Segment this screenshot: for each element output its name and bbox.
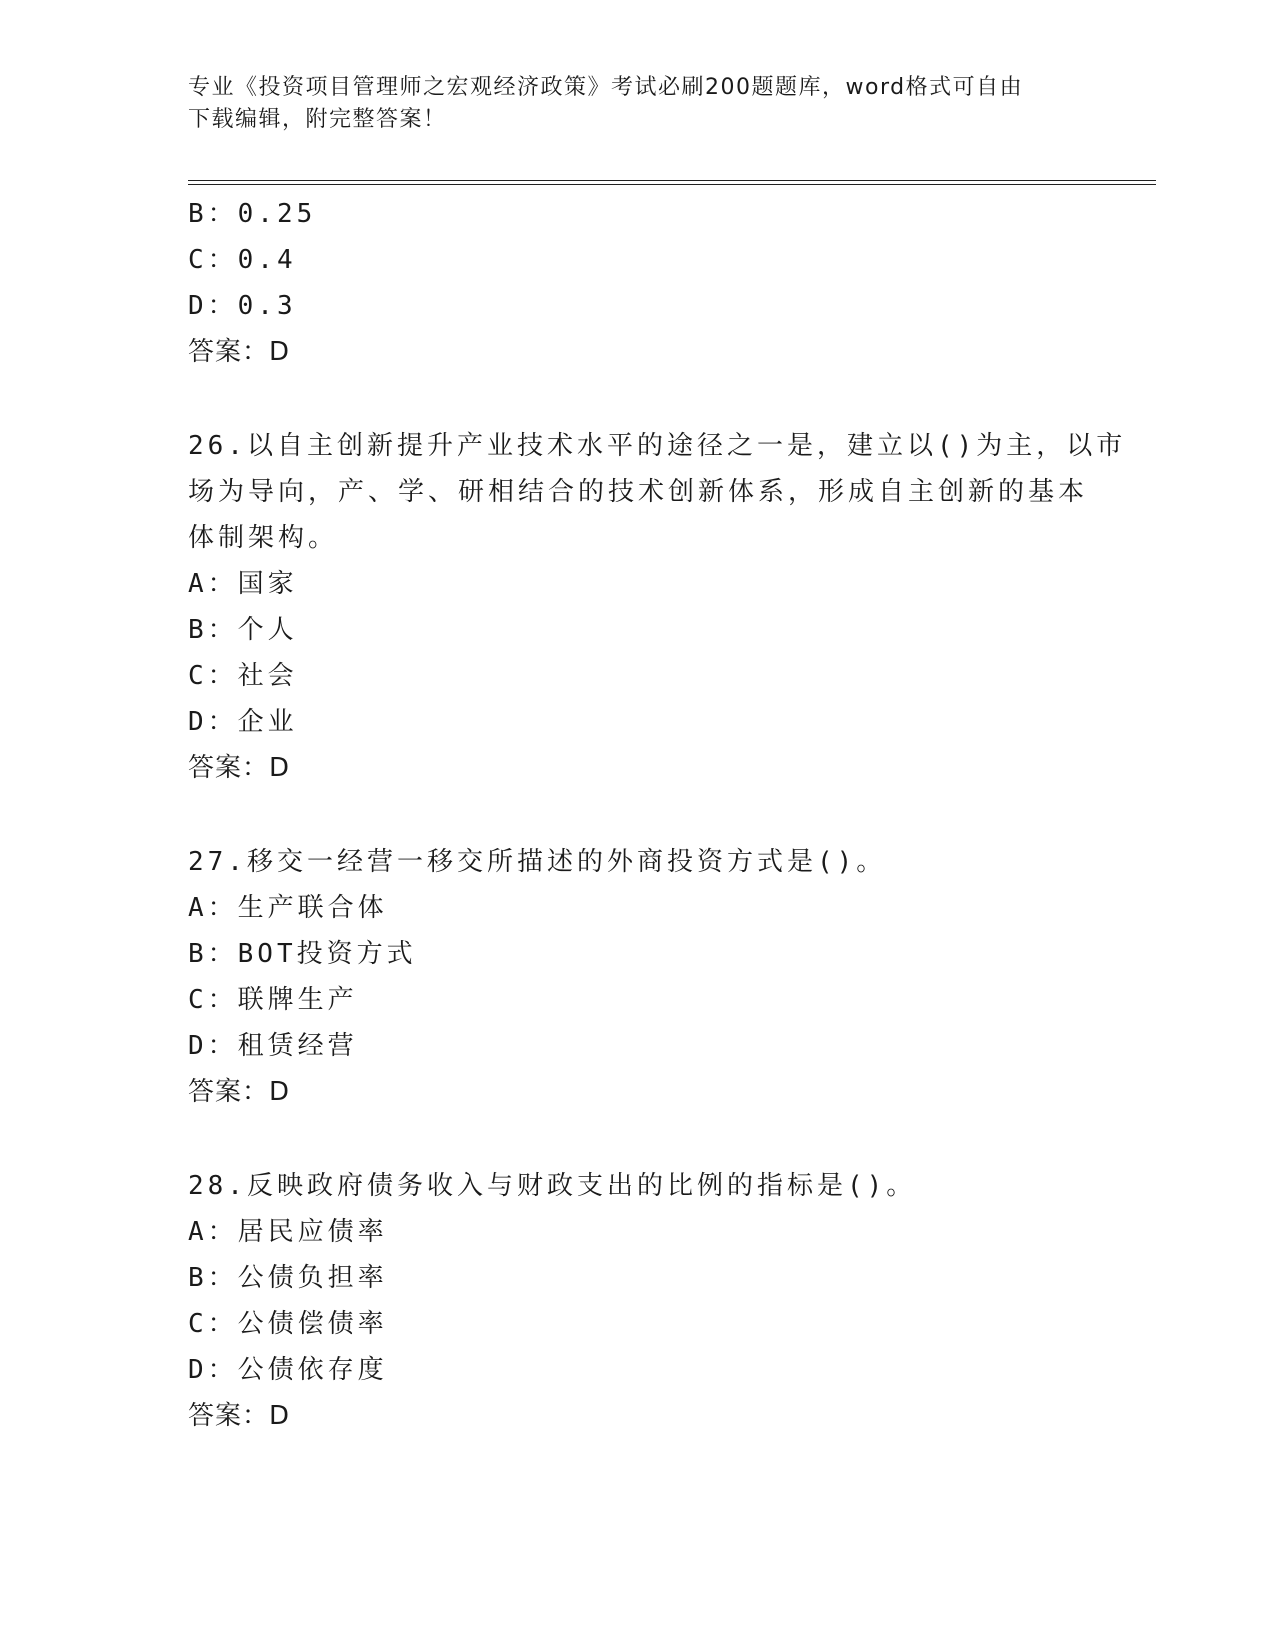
option-d: D：企业: [188, 707, 298, 737]
header-line-1: 专业《投资项目管理师之宏观经济政策》考试必刷200题题库，word格式可自由: [188, 75, 1024, 100]
question-26: [188, 423, 1127, 791]
answer-line: 答案：D: [188, 337, 291, 367]
option-b: B：0.25: [188, 199, 317, 229]
option-b: B：BOT投资方式: [188, 939, 417, 969]
option-a: A：生产联合体: [188, 893, 388, 923]
option-c: C：公债偿债率: [188, 1309, 388, 1339]
answer-line: 答案：D: [188, 753, 291, 783]
answer-line: 答案：D: [188, 1401, 291, 1431]
header-divider-bottom: [188, 184, 1156, 185]
option-b: B：个人: [188, 615, 298, 645]
option-d: D：0.3: [188, 291, 297, 321]
header-divider-top: [188, 180, 1156, 181]
option-d: D：租赁经营: [188, 1031, 358, 1061]
option-c: C：联牌生产: [188, 985, 358, 1015]
option-d: D：公债依存度: [188, 1355, 388, 1385]
question-28: [188, 1163, 1088, 1439]
question-text-line: 27.移交一经营一移交所描述的外商投资方式是()。: [188, 847, 887, 877]
header-line-2: 下载编辑，附完整答案！: [188, 107, 447, 132]
question-list: [188, 191, 1127, 1439]
question-text-line: 场为导向，产、学、研相结合的技术创新体系，形成自主创新的基本: [188, 477, 1089, 507]
option-b: B：公债负担率: [188, 1263, 388, 1293]
option-a: A：国家: [188, 569, 298, 599]
question-text-line: 26.以自主创新提升产业技术水平的途径之一是，建立以()为主，以市: [188, 431, 1127, 461]
document-header: [188, 72, 1088, 136]
question-27: [188, 839, 1088, 1115]
question-text-line: 28.反映政府债务收入与财政支出的比例的指标是()。: [188, 1171, 917, 1201]
prev-question-block: [188, 191, 1088, 375]
option-a: A：居民应债率: [188, 1217, 388, 1247]
answer-line: 答案：D: [188, 1077, 291, 1107]
option-c: C：社会: [188, 661, 298, 691]
option-c: C：0.4: [188, 245, 297, 275]
question-text-line: 体制架构。: [188, 523, 339, 553]
